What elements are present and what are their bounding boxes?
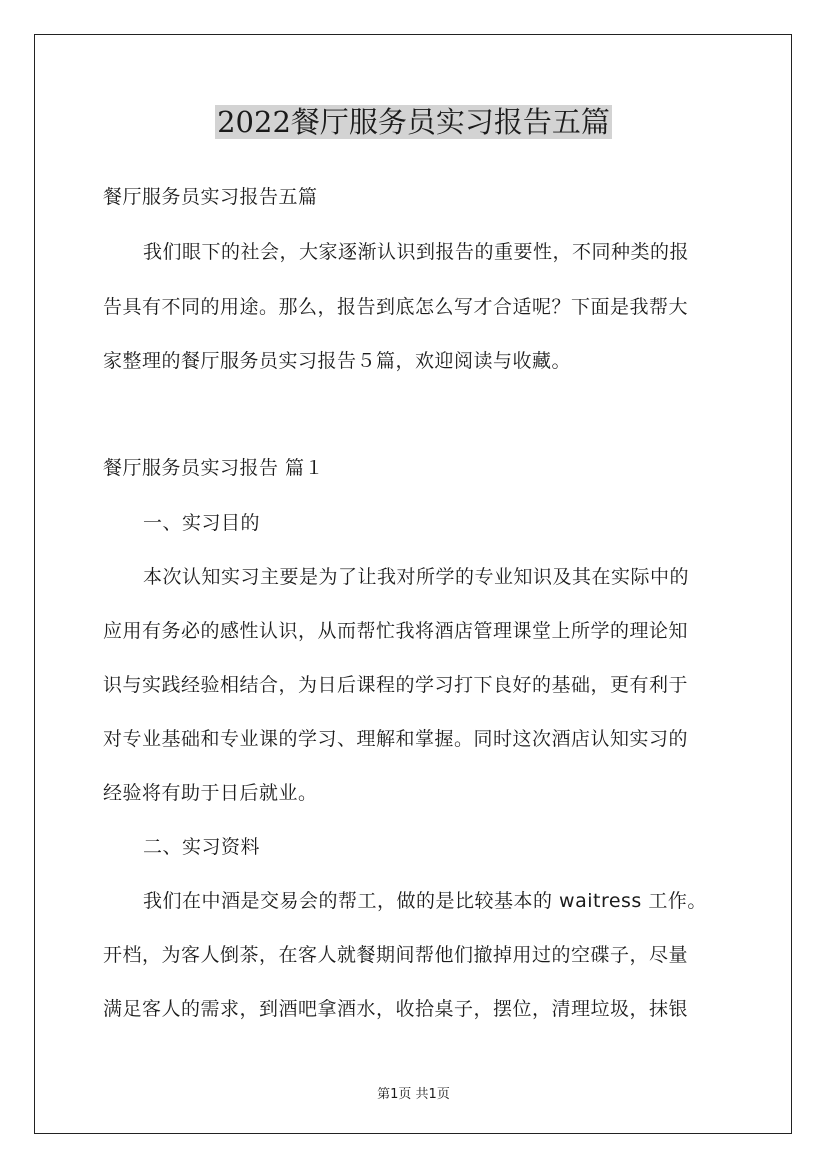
part1-line-5: 经验将有助于日后就业。 (103, 782, 318, 804)
part1-heading: 一、实习目的 (143, 512, 261, 534)
part2-line-1: 我们在中酒是交易会的帮工，做的是比较基本的 waitress 工作。 (143, 890, 707, 912)
page-footer (0, 1083, 827, 1102)
intro-line-1: 我们眼下的社会，大家逐渐认识到报告的重要性，不同种类的报 (143, 241, 690, 263)
document-title-text: 2022餐厅服务员实习报告五篇 (217, 105, 610, 139)
intro-line-2: 告具有不同的用途。那么，报告到底怎么写才合适呢？下面是我帮大 (103, 296, 689, 318)
part1-line-4: 对专业基础和专业课的学习、理解和掌握。同时这次酒店认知实习的 (103, 728, 689, 750)
page-number-text: 第1页 共1页 (377, 1087, 450, 1102)
part2-line-2: 开档，为客人倒茶，在客人就餐期间帮他们撤掉用过的空碟子，尽量 (103, 944, 689, 966)
document-title (0, 100, 827, 144)
part1-line-2: 应用有务必的感性认识，从而帮忙我将酒店管理课堂上所学的理论知 (103, 620, 689, 642)
document-subtitle: 餐厅服务员实习报告五篇 (103, 186, 318, 208)
part1-line-3: 识与实践经验相结合，为日后课程的学习打下良好的基础，更有利于 (103, 674, 689, 696)
intro-line-3: 家整理的餐厅服务员实习报告５篇，欢迎阅读与收藏。 (103, 350, 572, 372)
section-heading: 餐厅服务员实习报告 篇１ (103, 457, 325, 479)
part2-heading: 二、实习资料 (143, 836, 261, 858)
part1-line-1: 本次认知实习主要是为了让我对所学的专业知识及其在实际中的 (143, 566, 690, 588)
part2-line-3: 满足客人的需求，到酒吧拿酒水，收拾桌子，摆位，清理垃圾，抹银 (103, 998, 689, 1020)
